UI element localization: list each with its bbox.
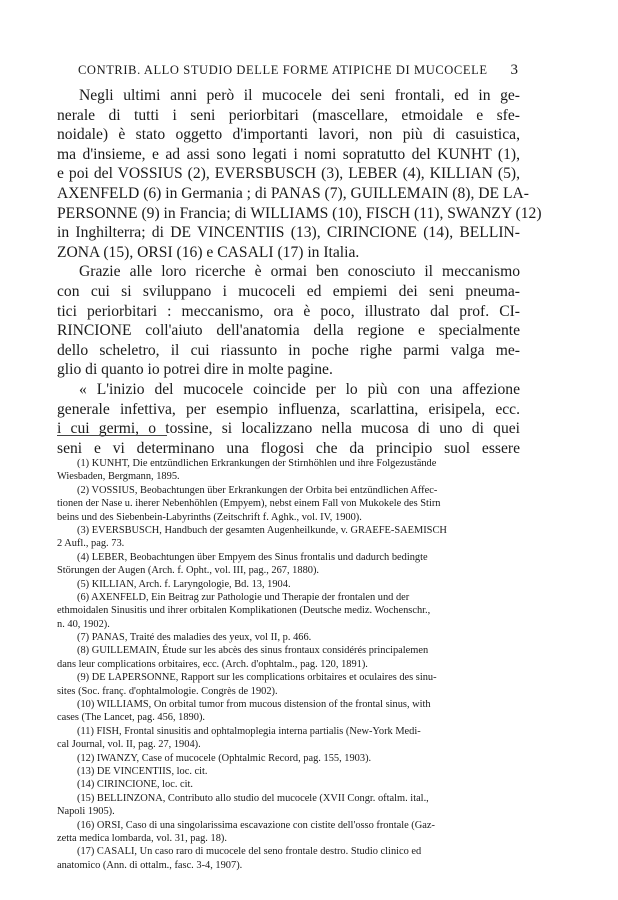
text-line: glio di quanto io potrei dire in molte pagine. bbox=[57, 361, 333, 379]
footnote-line: (14) CIRINCIONE, loc. cit. bbox=[77, 779, 194, 791]
text-line: seni e vi determinano una flogosi che da principio suol essere bbox=[57, 439, 520, 457]
running-title: CONTRIB. ALLO STUDIO DELLE FORME ATIPICHE DI MUCOCELE bbox=[78, 63, 488, 77]
page-number: 3 bbox=[510, 62, 518, 78]
footnote-line: (8) GUILLEMAIN, Étude sur les abcès des sinus frontaux considérés principalemen bbox=[77, 645, 429, 657]
footnote-line: (16) ORSI, Caso di una singolarissima escavazione con cistite dell'osso frontale (Gaz- bbox=[77, 819, 435, 831]
text-line: RINCIONE coll'aiuto dell'anatomia della regione e specialmente bbox=[57, 322, 520, 340]
footnote-line: (7) PANAS, Traité des maladies des yeux, vol II, p. 466. bbox=[77, 632, 312, 644]
footnote-line: (17) CASALI, Un caso raro di mucocele del seno frontale destro. Studio clinico ed bbox=[77, 846, 422, 858]
text-line: PERSONNE (9) in Francia; di WILLIAMS (10), FISCH (11), SWANZY (12) bbox=[57, 204, 542, 222]
text-line: in Inghilterra; di DE VINCENTIIS (13), CIRINCIONE (14), BELLIN- bbox=[57, 224, 520, 242]
footnote-line: beins und des Siebenbein-Labyrinths (Zeitschrift f. Aghk., vol. IV, 1900). bbox=[57, 511, 362, 523]
text-line: con cui si sviluppano i mucoceli ed empiemi dei seni pneuma- bbox=[57, 282, 520, 300]
footnote-line: 2 Aufl., pag. 73. bbox=[57, 538, 125, 550]
text-line: Grazie alle loro ricerche è ormai ben conosciuto il meccanismo bbox=[79, 263, 520, 281]
footnote-divider bbox=[57, 435, 167, 436]
footnote-line: Napoli 1905). bbox=[57, 806, 115, 818]
footnote-line: cases (The Lancet, pag. 456, 1890). bbox=[57, 712, 206, 724]
text-line: generale infettiva, per esempio influenza, scarlattina, erisipela, ecc. bbox=[57, 400, 520, 418]
footnote-line: (9) DE LAPERSONNE, Rapport sur les complications orbitaires et oculaires des sinu- bbox=[77, 672, 437, 684]
footnote-line: tionen der Nase u. iherer Nebenhöhlen (Empyem), nebst einem Fall von Mukokele des Stirn bbox=[57, 498, 441, 510]
footnote-line: sites (Soc. franç. d'ophtalmologie. Congrès de 1902). bbox=[57, 685, 278, 697]
footnote-line: (4) LEBER, Beobachtungen über Empyem des Sinus frontalis und dadurch bedingte bbox=[77, 551, 428, 563]
footnote-line: anatomico (Ann. di ottalm., fasc. 3-4, 1907). bbox=[57, 859, 243, 871]
footnote-line: zetta medica lombarda, vol. 31, pag. 18). bbox=[57, 832, 227, 844]
text-line: AXENFELD (6) in Germania ; di PANAS (7), GUILLEMAIN (8), DE LA- bbox=[57, 184, 529, 202]
footnote-line: (13) DE VINCENTIIS, loc. cit. bbox=[77, 765, 208, 777]
footnote-line: (1) KUNHT, Die entzündlichen Erkrankungen der Stirnhöhlen und ihre Folgezustände bbox=[77, 458, 437, 469]
text-line: ZONA (15), ORSI (16) e CASALI (17) in Italia. bbox=[57, 243, 360, 261]
text-line: ma d'insieme, e ad assi sono legati i nomi sopratutto del KUNHT (1), bbox=[57, 145, 520, 163]
text-line: noidale) è stato oggetto d'importanti lavori, non più di casuistica, bbox=[57, 126, 520, 144]
footnote-line: (6) AXENFELD, Ein Beitrag zur Pathologie und Therapie der frontalen und der bbox=[77, 591, 410, 603]
footnote-line: Störungen der Augen (Arch. f. Opht., vol. III, pag., 267, 1880). bbox=[57, 565, 320, 577]
footnote-line: (12) IWANZY, Case of mucocele (Ophtalmic Record, pag. 155, 1903). bbox=[77, 752, 372, 764]
text-line: « L'inizio del mucocele coincide per lo più con una affezione bbox=[79, 380, 520, 398]
text-line: tici periorbitari : meccanismo, ora è poco, illustrato dal prof. CI- bbox=[57, 302, 520, 320]
footnote-line: n. 40, 1902). bbox=[57, 618, 110, 630]
footnote-line: cal Journal, vol. II, pag. 27, 1904). bbox=[57, 739, 201, 751]
text-line: nerale di tutti i seni periorbitari (mascellare, etmoidale e sfe- bbox=[57, 106, 520, 124]
footnote-line: (15) BELLINZONA, Contributo allo studio del mucocele (XVII Congr. oftalm. ital., bbox=[77, 792, 429, 804]
footnote-line: (3) EVERSBUSCH, Handbuch der gesamten Augenheilkunde, v. GRAEFE-SAEMISCH bbox=[77, 524, 447, 536]
text-line: dello scheletro, il cui riassunto in poche righe parmi valga me- bbox=[57, 341, 520, 359]
text-line: i cui germi, o tossine, si localizzano nella mucosa di uno di quei bbox=[57, 420, 520, 438]
footnote-line: (2) VOSSIUS, Beobachtungen über Erkrankungen der Orbita bei entzündlichen Affec- bbox=[77, 484, 438, 496]
footnote-line: ethmoidalen Sinusitis und ihrer orbitalen Komplikationen (Deutsche mediz. Wochenschr., bbox=[57, 605, 431, 617]
footnote-line: (11) FISH, Frontal sinusitis and ophtalmoplegia interna partialis (New-York Medi- bbox=[77, 725, 421, 737]
main-text bbox=[57, 86, 542, 458]
footnote-line: (10) WILLIAMS, On orbital tumor from mucous distension of the frontal sinus, with bbox=[77, 699, 431, 711]
running-header bbox=[78, 62, 518, 82]
footnote-line: (5) KILLIAN, Arch. f. Laryngologie, Bd. 13, 1904. bbox=[77, 578, 291, 590]
text-line: Negli ultimi anni però il mucocele dei seni frontali, ed in ge- bbox=[79, 87, 520, 104]
footnote-line: Wiesbaden, Bergmann, 1895. bbox=[57, 471, 180, 483]
footnote-line: dans leur complications orbitaires, ecc. (Arch. d'ophtalm., pag. 120, 1891). bbox=[57, 658, 368, 670]
text-line: e poi del VOSSIUS (2), EVERSBUSCH (3), LEBER (4), KILLIAN (5), bbox=[57, 165, 520, 183]
footnotes bbox=[57, 457, 520, 872]
